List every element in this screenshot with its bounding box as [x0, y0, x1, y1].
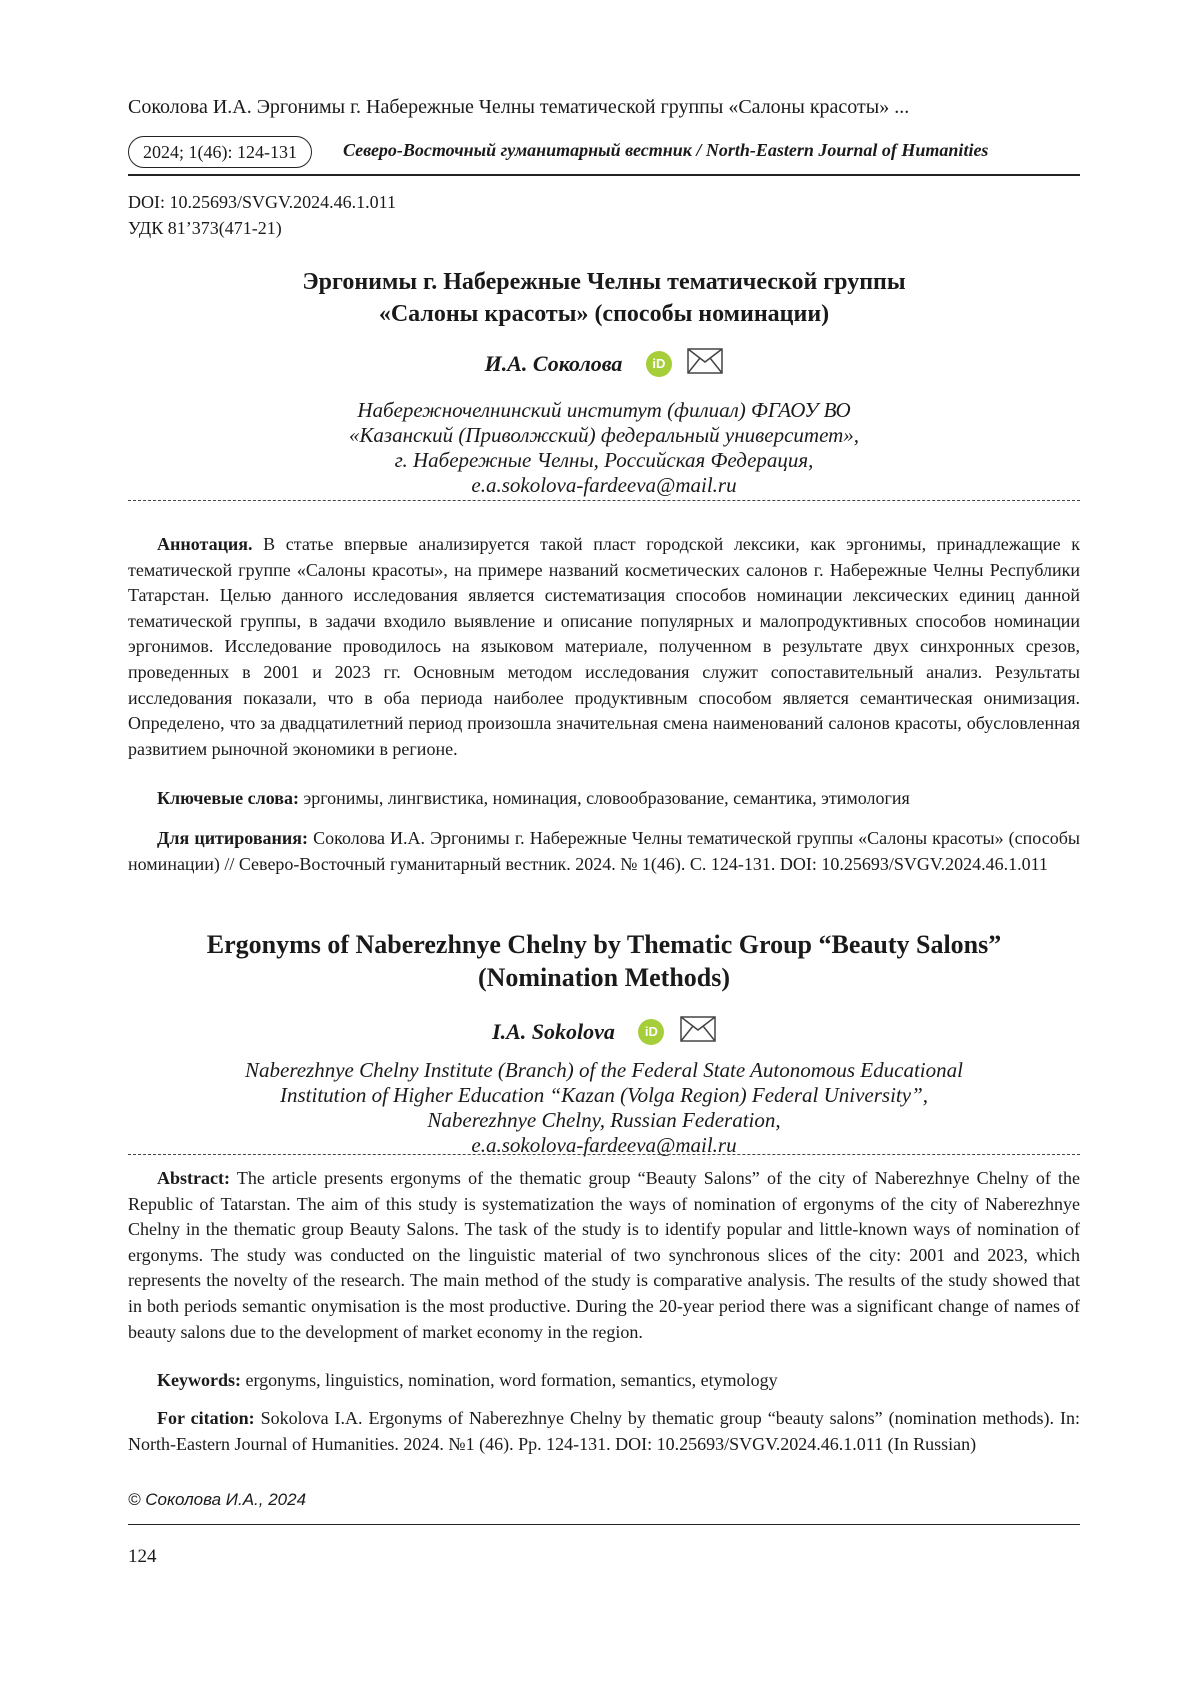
issue-badge: 2024; 1(46): 124-131 — [128, 136, 312, 168]
citation-ru — [128, 826, 1080, 877]
title-ru — [128, 266, 1080, 330]
abstract-ru-text: В статье впервые анализируется такой пласт городской лексики, как эргонимы, принадлежащие к тематической группе «Салоны красоты», на примере названий косметических салонов г. Набережные Челны Республики Татарстан. Целью данного исследования является систематизация способов номинации лексических единиц данной тематической группы, в задачи входило выявление и описание популярных и малопродуктивных способов номинации эргонимов. Исследование проводилось на языковом материале, полученном в результате двух синхронных срезов, проведенных в 2001 и 2023 гг. Основным методом исследования служит сопоставительный анализ. Результаты исследования показали, что в оба периода наиболее продуктивным способом является семантическая онимизация. Определено, что за двадцатилетний период произошла значительная смена наименований салонов красоты, обусловленная развитием рыночной экономики в регионе. — [128, 534, 1080, 759]
orcid-icon[interactable]: iD — [646, 351, 672, 377]
affiliation-en — [128, 1058, 1080, 1158]
affiliation-ru-line1: Набережночелнинский институт (филиал) ФГАОУ ВО — [357, 398, 851, 422]
abstract-en-text: The article presents ergonyms of the thematic group “Beauty Salons” of the city of Naberezhnye Chelny of the Republic of Tatarstan. The aim of this study is systematization the ways of nomination of ergonyms of the city of Naberezhnye Chelny in the thematic group Beauty Salons. The task of the study is to identify popular and little-known ways of nomination of ergonyms. The study was conducted on the linguistic material of two synchronous slices of the city: 2001 and 2023, which represents the novelty of the research. The main method of the study is comparative analysis. The results of the study showed that in both periods semantic onymisation is the most productive. During the 20-year period there was a significant change of names of beauty salons due to the development of market economy in the region. — [128, 1168, 1080, 1342]
author-ru — [128, 348, 1080, 380]
mail-icon[interactable] — [680, 1016, 716, 1048]
affiliation-en-line2: Institution of Higher Education “Kazan (Volga Region) Federal University”, — [279, 1083, 929, 1107]
email-ru[interactable]: e.a.sokolova-fardeeva@mail.ru — [471, 473, 737, 497]
abstract-ru — [128, 532, 1080, 762]
keywords-en-text: ergonyms, linguistics, nomination, word formation, semantics, etymology — [241, 1370, 778, 1390]
title-ru-line2: «Салоны красоты» (способы номинации) — [378, 301, 830, 327]
page-number: 124 — [128, 1546, 157, 1567]
title-en-line2: (Nomination Methods) — [477, 963, 731, 992]
keywords-en — [128, 1368, 1080, 1394]
copyright: © Соколова И.А., 2024 — [128, 1490, 307, 1509]
title-en — [128, 928, 1080, 994]
keywords-ru — [128, 786, 1080, 812]
citation-en-label: For citation: — [157, 1408, 255, 1428]
email-en[interactable]: e.a.sokolova-fardeeva@mail.ru — [471, 1133, 737, 1157]
author-name-ru: И.А. Соколова — [484, 351, 623, 376]
abstract-en-label: Abstract: — [157, 1168, 230, 1188]
citation-en-text: Sokolova I.A. Ergonyms of Naberezhnye Chelny by thematic group “beauty salons” (nomination methods). In: North-Eastern Journal of Humanities. 2024. №1 (46). Pp. 124-131. DOI: 10.25693/SVGV.2024.46.1.011 (In Russian) — [128, 1408, 1080, 1454]
title-ru-line1: Эргонимы г. Набережные Челны тематической группы — [302, 269, 906, 295]
affiliation-en-line1: Naberezhnye Chelny Institute (Branch) of the Federal State Autonomous Educational — [245, 1058, 963, 1082]
orcid-icon[interactable]: iD — [638, 1019, 664, 1045]
keywords-ru-text: эргонимы, лингвистика, номинация, словообразование, семантика, этимология — [298, 788, 910, 808]
dashed-divider — [128, 500, 1080, 501]
abstract-ru-label: Аннотация. — [157, 534, 253, 554]
affiliation-en-line3: Naberezhnye Chelny, Russian Federation, — [427, 1108, 781, 1132]
footer-rule — [128, 1524, 1080, 1525]
dashed-divider — [128, 1154, 1080, 1155]
citation-ru-label: Для цитирования: — [157, 828, 309, 848]
citation-en — [128, 1406, 1080, 1457]
abstract-en — [128, 1166, 1080, 1345]
header-rule — [128, 174, 1080, 176]
title-en-line1: Ergonyms of Naberezhnye Chelny by Thematic Group “Beauty Salons” — [206, 930, 1002, 959]
citation-ru-text: Соколова И.А. Эргонимы г. Набережные Челны тематической группы «Салоны красоты» (способы номинации) // Северо-Восточный гуманитарный вестник. 2024. № 1(46). С. 124-131. DOI: 10.25693/SVGV.2024.46.1.011 — [128, 828, 1080, 874]
running-title: Соколова И.А. Эргонимы г. Набережные Челны тематической группы «Салоны красоты» ... — [128, 96, 910, 118]
affiliation-ru-line2: «Казанский (Приволжский) федеральный университет», — [348, 423, 860, 447]
keywords-en-label: Keywords: — [157, 1370, 241, 1390]
udk: УДК 81’373(471-21) — [128, 218, 282, 238]
journal-header — [128, 136, 1080, 172]
author-name-en: I.A. Sokolova — [492, 1019, 615, 1044]
author-en — [128, 1016, 1080, 1048]
doi[interactable]: DOI: 10.25693/SVGV.2024.46.1.011 — [128, 192, 397, 212]
affiliation-ru — [128, 398, 1080, 498]
affiliation-ru-line3: г. Набережные Челны, Российская Федерация, — [394, 448, 814, 472]
journal-name: Северо-Восточный гуманитарный вестник / North-Eastern Journal of Humanities — [343, 140, 989, 160]
keywords-ru-label: Ключевые слова: — [157, 788, 299, 808]
mail-icon[interactable] — [687, 348, 723, 380]
